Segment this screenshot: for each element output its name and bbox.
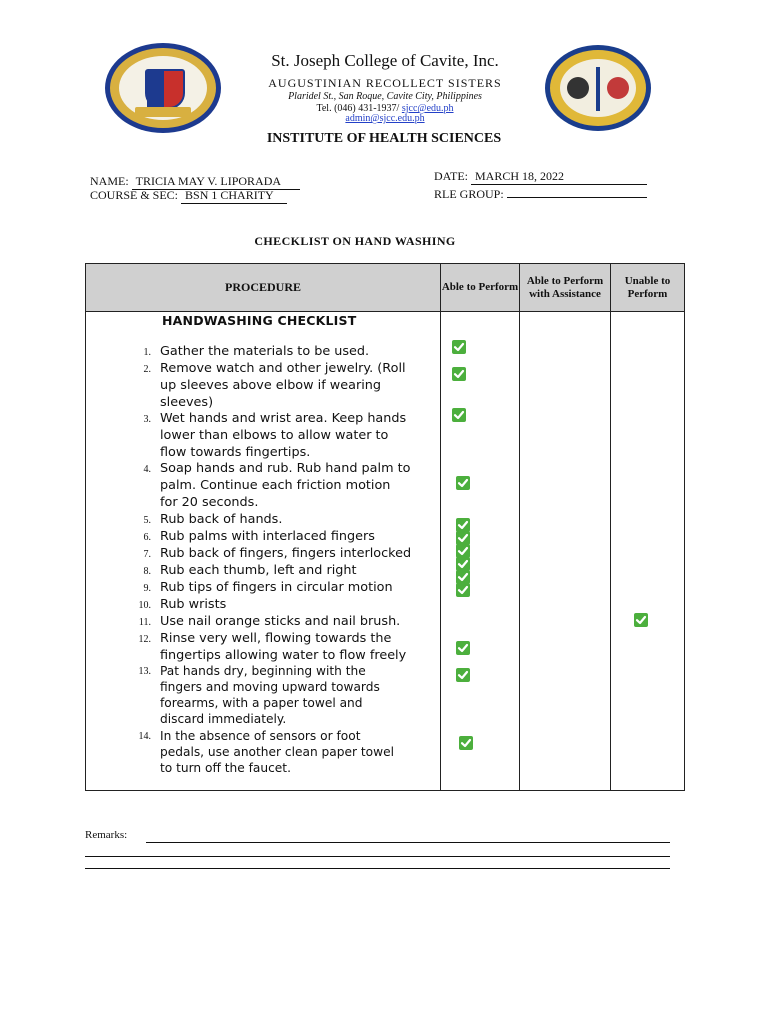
date-label: DATE: (434, 169, 468, 183)
step-text-line: pedals, use another clean paper towel (160, 745, 394, 759)
check-mark-icon (452, 367, 466, 381)
college-address: Plaridel St., San Roque, Cavite City, Philippines (288, 91, 482, 102)
step-text-line: up sleeves above elbow if wearing (160, 377, 382, 393)
step-text (160, 344, 438, 361)
step-text (160, 614, 438, 631)
step-text-line: Rinse very well, flowing towards the (160, 631, 392, 646)
step-text-line: Use nail orange sticks and nail brush. (160, 614, 401, 629)
check-mark-icon (456, 544, 470, 558)
step-text-line: Rub palms with interlaced fingers (160, 529, 375, 544)
step-text-line: fingers and moving upward towards (160, 680, 380, 694)
name-label: NAME: (90, 174, 129, 188)
check-mark-icon (456, 476, 470, 490)
step-text-line: Soap hands and rub. Rub hand palm to (160, 461, 411, 476)
remarks-line-2 (85, 856, 670, 857)
step-text (160, 512, 438, 529)
step-text-line: Rub wrists (160, 597, 227, 612)
remarks-line-1 (146, 842, 670, 843)
step-number: 8. (143, 566, 151, 577)
step-text-line: Rub each thumb, left and right (160, 563, 357, 578)
header-able-with-assistance: Able to Perform with Assistance (526, 274, 604, 300)
check-mark-icon (459, 736, 473, 750)
step-number: 14. (138, 731, 151, 742)
step-text-line: Pat hands dry, beginning with the (160, 664, 366, 678)
step-text-line: palm. Continue each friction motion (160, 477, 391, 493)
step-text-line: for 20 seconds. (160, 494, 259, 510)
order-name: AUGUSTINIAN RECOLLECT SISTERS (268, 76, 502, 90)
rle-group-label: RLE GROUP: (434, 187, 504, 201)
check-mark-icon (452, 340, 466, 354)
date-value: MARCH 18, 2022 (471, 169, 647, 185)
college-seal-logo (105, 43, 221, 133)
check-mark-icon (456, 583, 470, 597)
step-number: 7. (143, 549, 151, 560)
step-number: 9. (143, 583, 151, 594)
header-unable-to-perform: Unable to Perform (624, 274, 671, 300)
step-number: 4. (143, 464, 151, 475)
step-text (160, 529, 438, 546)
step-text (160, 631, 438, 665)
rle-group-value (507, 184, 647, 198)
step-text-line: fingertips allowing water to flow freely (160, 647, 407, 663)
step-text-line: Rub tips of fingers in circular motion (160, 580, 393, 595)
checklist-subtitle: HANDWASHING CHECKLIST (162, 313, 357, 328)
check-mark-icon (452, 408, 466, 422)
course-field (90, 188, 287, 204)
step-text-line: Gather the materials to be used. (160, 344, 370, 359)
checklist-title: CHECKLIST ON HAND WASHING (254, 234, 456, 248)
step-text (160, 411, 438, 461)
step-text-line: sleeves) (160, 394, 214, 410)
course-label: COURSE & SEC: (90, 188, 179, 202)
course-value: BSN 1 CHARITY (181, 188, 287, 204)
step-text (160, 728, 438, 776)
remarks-label: Remarks: (85, 829, 128, 841)
check-mark-icon (456, 557, 470, 571)
check-mark-icon (456, 570, 470, 584)
step-number: 10. (138, 600, 151, 611)
college-name: St. Joseph College of Cavite, Inc. (271, 51, 499, 70)
step-number: 3. (143, 414, 151, 425)
check-mark-icon (456, 518, 470, 532)
step-number: 5. (143, 515, 151, 526)
checklist-table (85, 263, 685, 791)
header-procedure: PROCEDURE (224, 280, 301, 294)
step-text-line: discard immediately. (160, 712, 287, 726)
telephone: Tel. (046) 431-1937/ (316, 103, 400, 114)
remarks-line-3 (85, 868, 670, 869)
step-text-line: lower than elbows to allow water to (160, 427, 389, 443)
step-number: 6. (143, 532, 151, 543)
step-text-line: Remove watch and other jewelry. (Roll (160, 361, 406, 376)
name-value: TRICIA MAY V. LIPORADA (132, 174, 300, 190)
step-text-line: Rub back of hands. (160, 512, 283, 527)
step-number: 13. (138, 666, 151, 677)
step-number: 1. (143, 347, 151, 358)
step-text (160, 361, 438, 411)
step-text-line: In the absence of sensors or foot (160, 729, 361, 743)
institute-seal-logo (545, 45, 651, 131)
header-able-to-perform: Able to Perform (441, 281, 519, 293)
email-link-2[interactable]: admin@sjcc.edu.ph (345, 113, 425, 124)
step-text-line: flow towards fingertips. (160, 444, 311, 460)
step-number: 11. (138, 617, 151, 628)
step-text (160, 663, 438, 727)
step-text-line: Rub back of fingers, fingers interlocked (160, 546, 412, 561)
date-field (434, 169, 647, 185)
check-mark-icon (456, 641, 470, 655)
step-text-line: Wet hands and wrist area. Keep hands (160, 411, 407, 426)
step-text-line: forearms, with a paper towel and (160, 696, 363, 710)
check-mark-icon (456, 531, 470, 545)
rle-group-field (434, 184, 647, 202)
institute-title: INSTITUTE OF HEALTH SCIENCES (266, 131, 502, 146)
step-text (160, 580, 438, 597)
email-link-1[interactable]: sjcc@edu.ph (401, 103, 454, 114)
step-text-line: to turn off the faucet. (160, 761, 291, 775)
step-number: 2. (143, 364, 151, 375)
check-mark-icon (456, 668, 470, 682)
step-number: 12. (138, 634, 151, 645)
step-text (160, 597, 438, 614)
step-text (160, 563, 438, 580)
step-text (160, 546, 438, 563)
check-mark-icon (634, 613, 648, 627)
step-text (160, 461, 438, 511)
